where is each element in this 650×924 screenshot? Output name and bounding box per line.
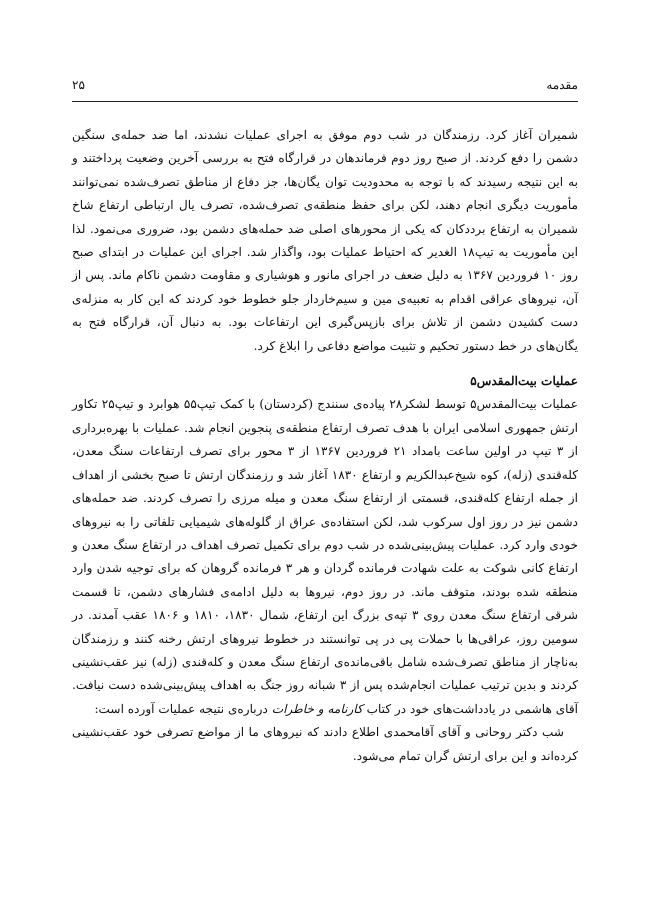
paragraph-2 — [72, 393, 578, 721]
page-body — [72, 124, 578, 768]
header-rule — [72, 101, 578, 102]
quote-paragraph: شب دکتر روحانی و آقای آقامحمدی اطلاع دادند که نیروهای ما از مواضع تصرفی خود عقب‌نشینی کرده‌اند و این برای ارتش گران تمام می‌شود. — [72, 725, 578, 763]
running-title: مقدمه — [546, 78, 578, 92]
paragraph-2-end: درباره‌ی نتیجه عملیات آورده است: — [94, 701, 272, 716]
section-title: عملیات بیت‌المقدس۵ — [470, 374, 578, 389]
paragraph-1: شمیران آغاز کرد. رزمندگان در شب دوم موفق به اجرای عملیات نشدند، اما ضد حمله‌ی سنگین دشمن را دفع کردند. از صبح روز دوم فرماندهان در قرارگاه فتح به بررسی آخرین وضعیت پرداختند و به این نتیجه رسیدند که با توجه به محدودیت توان یگان‌ها، جز دفاع از مناطق تصرف‌شده نمی‌توانند مأموریت دیگری انجام دهند، لکن برای حفظ منطقه‌ی تصرف‌شده، تصرف یال ارتباطی ارتفاع شاخ شمیران به ارتفاع برددکان که یکی از محورهای اصلی ضد حمله‌های دشمن بود، ضروری می‌نمود. لذا این مأموریت به تیپ۱۸ الغدیر که احتیاط عملیات بود، واگذار شد. اجرای این عملیات در ابتدای صبح روز ۱۰ فروردین ۱۳۶۷ به دلیل ضعف در اجرای مانور و هوشیاری و مقاومت دشمن ناکام ماند. پس از آن، نیروهای عراقی اقدام به تعبیه‌ی مین و سیم‌خاردار جلو خطوط خود کردند که این کار به منزله‌ی دست کشیدن دشمن از تلاش برای بازپس‌گیری این ارتفاعات بود. به دنبال آن، قرارگاه فتح به یگان‌های در خط دستور تحکیم و تثبیت مواضع دفاعی را ابلاغ کرد. — [72, 128, 578, 353]
page-header — [72, 78, 578, 98]
spacer — [72, 358, 578, 370]
paragraph-2-text: عملیات بیت‌المقدس۵ توسط لشکر۲۸ پیاده‌ی سنندج (کردستان) با کمک تیپ۵۵ هوابرد و تیپ۲۵ تکاور ارتش جمهوری اسلامی ایران با هدف تصرف ارتفاع منطقه‌ی پنجوین انجام شد. عملیات با بهره‌برداری از ۳ تیپ در اولین ساعت بامداد ۲۱ فروردین ۱۳۶۷ از ۳ محور برای تصرف ارتفاعات سنگ معدن، کله‌قندی (زله)، کوه شیخ‌عبدالکریم و ارتفاع ۱۸۳۰ آغاز شد و رزمندگان ارتش تا صبح بخشی از اهداف از جمله ارتفاع کله‌قندی، قسمتی از ارتفاع سنگ معدن و میله مرزی را تصرف کردند. ضد حمله‌های دشمن نیز در روز اول سرکوب شد، لکن استفاده‌ی عراق از گلوله‌های شیمیایی تلفاتی را به نیروهای خودی وارد کرد. عملیات پیش‌بینی‌شده در شب دوم برای تکمیل تصرف اهداف در ارتفاع سنگ معدن و ارتفاع کانی شوکت به علت شهادت فرمانده گردان و هر ۳ فرمانده گروهان که برای توجیه شدن وارد منطقه شده بودند، متوقف ماند. در روز دوم، نیروها به دلیل ادامه‌ی فشارهای دشمن، تا قسمت شرقی ارتفاع سنگ معدن روی ۳ تپه‌ی بزرگ این ارتفاع، شمال ۱۸۳۰، ۱۸۱۰ و ۱۸۰۶ عقب آمدند. در سومین روز، عراقی‌ها با حملات پی در پی توانستند در خطوط نیروهای ارتش رخنه کنند و رزمندگان به‌ناچار از مناطق تصرف‌شده شامل باقی‌مانده‌ی ارتفاع سنگ معدن و کله‌قندی (زله) نیز عقب‌نشینی کردند و بدین ترتیب عملیات انجام‌شده پس از ۳ شبانه روز جنگ به اهداف پیش‌بینی‌شده دست نیافت. آقای هاشمی در یادداشت‌های خود در کتاب — [72, 397, 579, 716]
book-title: کارنامه و خاطرات — [271, 701, 363, 716]
page-number: ۲۵ — [72, 78, 85, 92]
